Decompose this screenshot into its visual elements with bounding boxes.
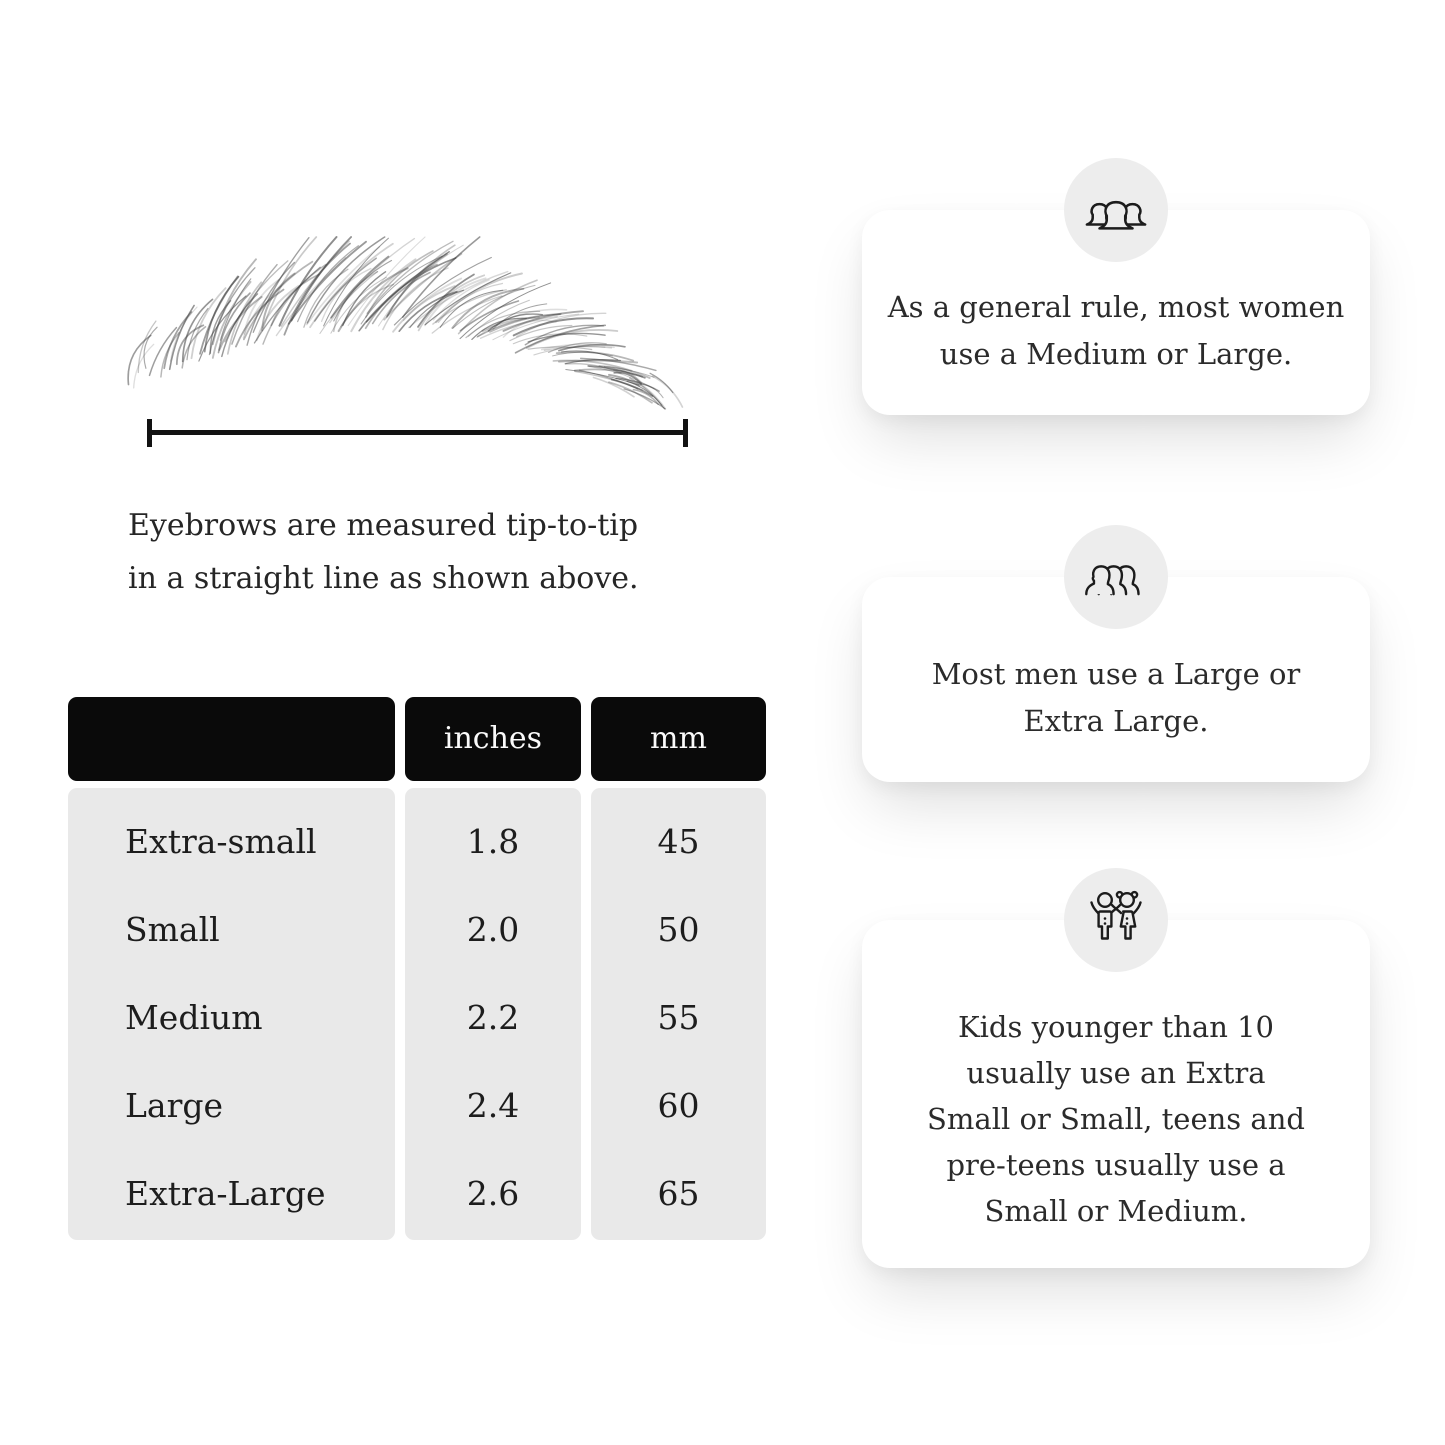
measurement-ruler [147,419,688,447]
card-text [842,1004,1390,1234]
table-cell-inches: 2.2 [466,998,520,1037]
measurement-caption [128,499,639,605]
ruler-line [147,430,688,435]
eyebrow-illustration [115,233,715,413]
caption-line-2: in a straight line as shown above. [128,561,639,596]
info-card-kids [862,920,1370,1268]
header-cell-sizes [68,697,395,781]
card-line: Most men use a Large or [931,657,1301,691]
inches-column [405,788,581,1240]
women-group-icon [1083,183,1149,237]
card-line: Extra Large. [1023,704,1209,738]
size-table-body [68,788,766,1240]
size-table-header [68,697,766,781]
table-cell-mm: 65 [657,1174,700,1213]
table-cell-mm: 50 [657,910,700,949]
icon-circle [1064,525,1168,629]
card-line: As a general rule, most women [887,290,1345,324]
info-card-women [862,210,1370,415]
header-cell-inches: inches [405,697,581,781]
men-group-icon [1085,552,1147,602]
table-row-label: Extra-Large [125,1174,326,1213]
table-cell-mm: 55 [657,998,700,1037]
table-cell-mm: 60 [657,1086,700,1125]
icon-circle [1064,158,1168,262]
kids-icon [1086,889,1146,951]
card-line: pre-teens usually use a [946,1148,1286,1182]
table-row-label: Extra-small [125,822,317,861]
table-cell-mm: 45 [657,822,700,861]
icon-circle [1064,868,1168,972]
card-line: Kids younger than 10 [957,1010,1275,1044]
card-text [842,651,1390,745]
table-cell-inches: 1.8 [466,822,520,861]
card-line: usually use an Extra [966,1056,1266,1090]
table-row-label: Large [125,1086,224,1125]
card-line: Small or Small, teens and [927,1102,1305,1136]
info-card-men [862,577,1370,782]
size-label-column [68,788,395,1240]
mm-column [591,788,766,1240]
table-cell-inches: 2.4 [466,1086,520,1125]
size-table [68,697,766,1240]
table-cell-inches: 2.0 [466,910,520,949]
ruler-right-tick [683,419,688,447]
table-cell-inches: 2.6 [466,1174,520,1213]
card-text [842,284,1390,378]
header-cell-mm: mm [591,697,766,781]
table-row-label: Medium [125,998,263,1037]
table-row-label: Small [125,910,220,949]
caption-line-1: Eyebrows are measured tip-to-tip [128,508,639,543]
card-line: Small or Medium. [984,1194,1248,1228]
card-line: use a Medium or Large. [939,337,1293,371]
